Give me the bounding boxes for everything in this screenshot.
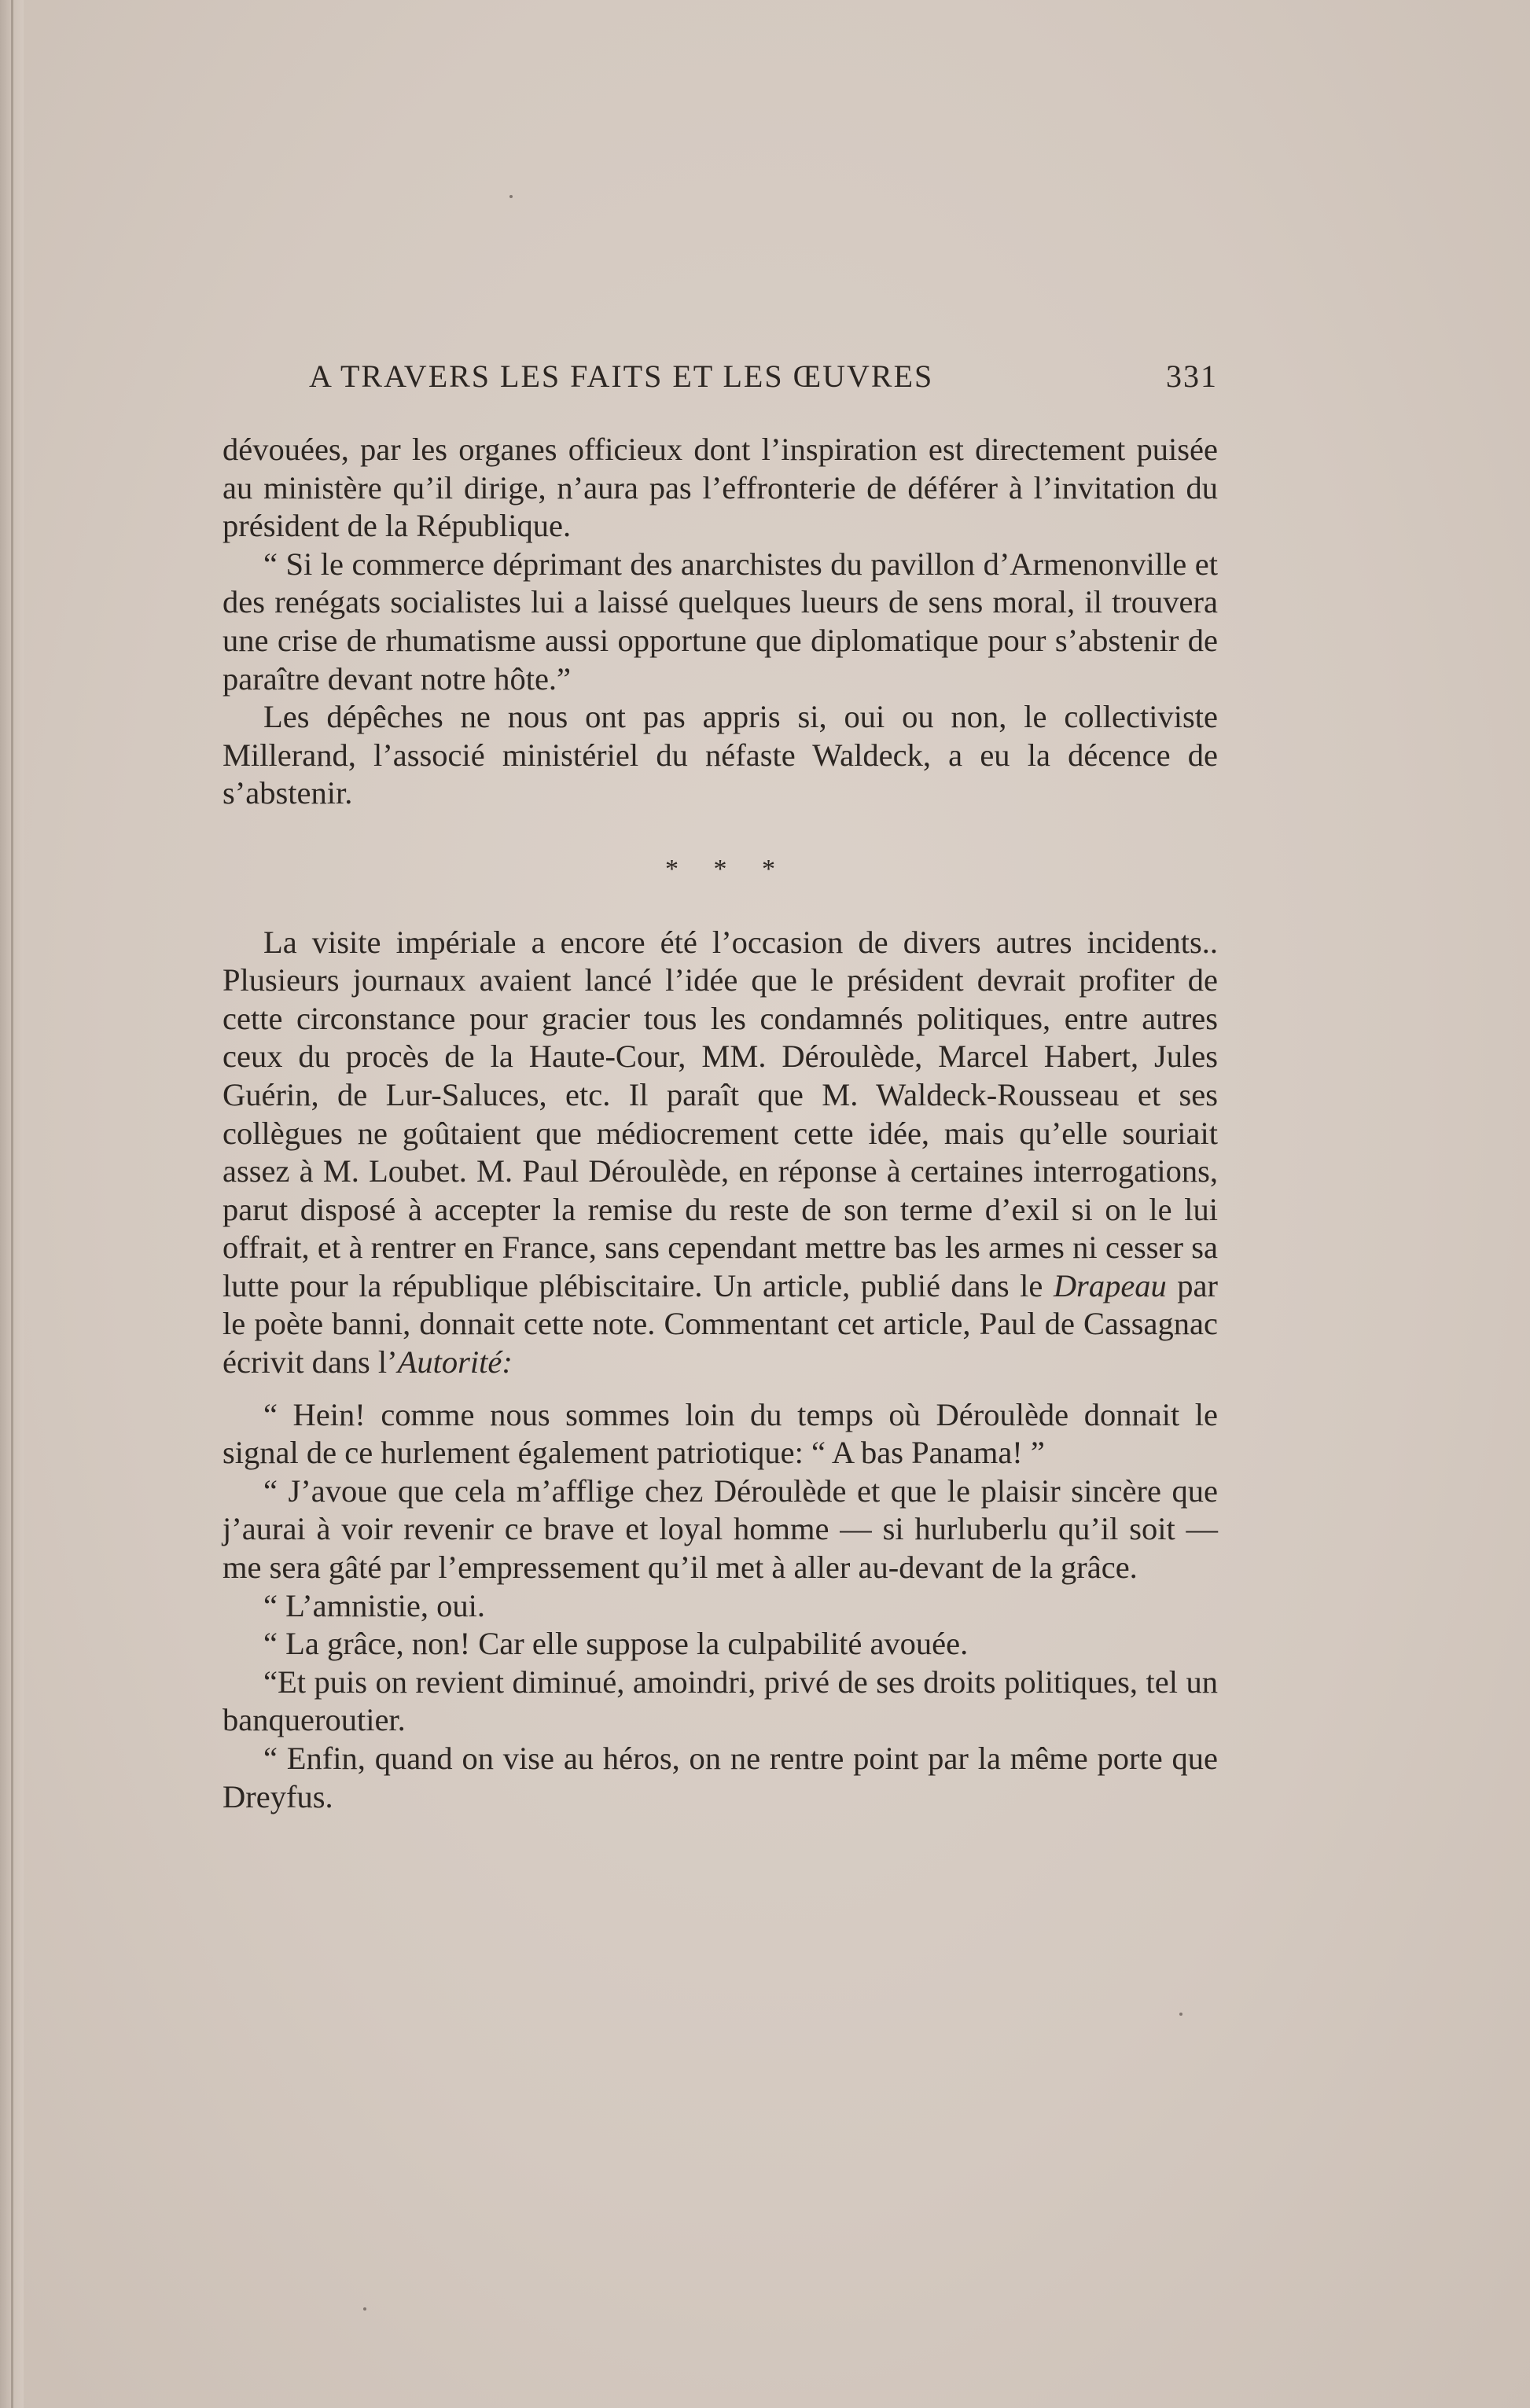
paragraph-text: La visite impériale a encore été l’occasion de divers autres incidents.. Plusieurs journaux avaient lancé l’idée que le président devrait profiter de cette circonstance pour gracier tous les condamnés politiques, entre autres ceux du procès de la Haute-Cour, MM. Déroulède, Marcel Habert, Jules Guérin, de Lur-Saluces, etc. Il paraît que M. Waldeck-Rousseau et ses collègues ne goûtaient que médiocrement cette idée, mais qu’elle souriait assez à M. Loubet. M. Paul Déroulède, en réponse à certaines interrogations, parut disposé à accepter la remise du reste de son terme d’exil si on le lui offrait, et à rentrer en France, sans cependant mettre bas les armes ni cesser sa lutte pour la république plébiscitaire. Un article, publié dans le [223, 924, 1218, 1303]
paragraph: “ Si le commerce déprimant des anarchistes du pavillon d’Armenonville et des renégats socialistes lui a laissé quelques lueurs de sens moral, il trouvera une crise de rhumatisme aussi opportune que diplomatique pour s’abstenir de paraître devant notre hôte.” [223, 546, 1218, 697]
gutter-shadow-line [11, 0, 13, 2408]
quotation-paragraph: “Et puis on revient diminué, amoindri, privé de ses droits politiques, tel un banqueroutier. [223, 1664, 1218, 1738]
quotation-paragraph: “ J’avoue que cela m’afflige chez Déroulède et que le plaisir sincère que j’aurai à voir revenir ce brave et loyal homme — si hurluberlu qu’il soit — me sera gâté par l’empressement qu’il met à aller au-devant de la grâce. [223, 1472, 1218, 1586]
paragraph: Les dépêches ne nous ont pas appris si, oui ou non, le collectiviste Millerand, l’associé ministériel du néfaste Waldeck, a eu la décence de s’abstenir. [223, 699, 1218, 811]
paper-speck [1179, 2013, 1182, 2016]
paragraph: dévouées, par les organes officieux dont l’inspiration est directement puisée au ministère qu’il dirige, n’aura pas l’effronterie de déférer à l’invitation du président de la République. [223, 432, 1218, 544]
newspaper-title-drapeau: Drapeau [1053, 1267, 1167, 1303]
newspaper-title-autorite: Autorité: [397, 1344, 513, 1380]
page-number: 331 [1166, 358, 1218, 394]
body-text [223, 431, 1218, 1816]
paragraph-text: par le poète banni, donnait cette note. Commentant cet article, Paul de Cassagnac écrivit dans l’ [223, 1267, 1218, 1380]
running-head [309, 358, 1218, 405]
paper-speck [363, 2307, 366, 2311]
running-head-title: A TRAVERS LES FAITS ET LES ŒUVRES [309, 358, 934, 394]
paper-speck [509, 195, 513, 198]
quotation-paragraph: “ La grâce, non! Car elle suppose la culpabilité avouée. [263, 1626, 969, 1662]
quotation-paragraph: “ L’amnistie, oui. [263, 1587, 485, 1623]
quotation-paragraph: “ Enfin, quand on vise au héros, on ne rentre point par la même porte que Dreyfus. [223, 1741, 1218, 1814]
paragraph [223, 924, 1218, 1382]
quotation-paragraph: “ Hein! comme nous sommes loin du temps où Déroulède donnait le signal de ce hurlement également patriotique: “ A bas Panama! ” [223, 1396, 1218, 1471]
section-separator: * * * [665, 854, 789, 884]
